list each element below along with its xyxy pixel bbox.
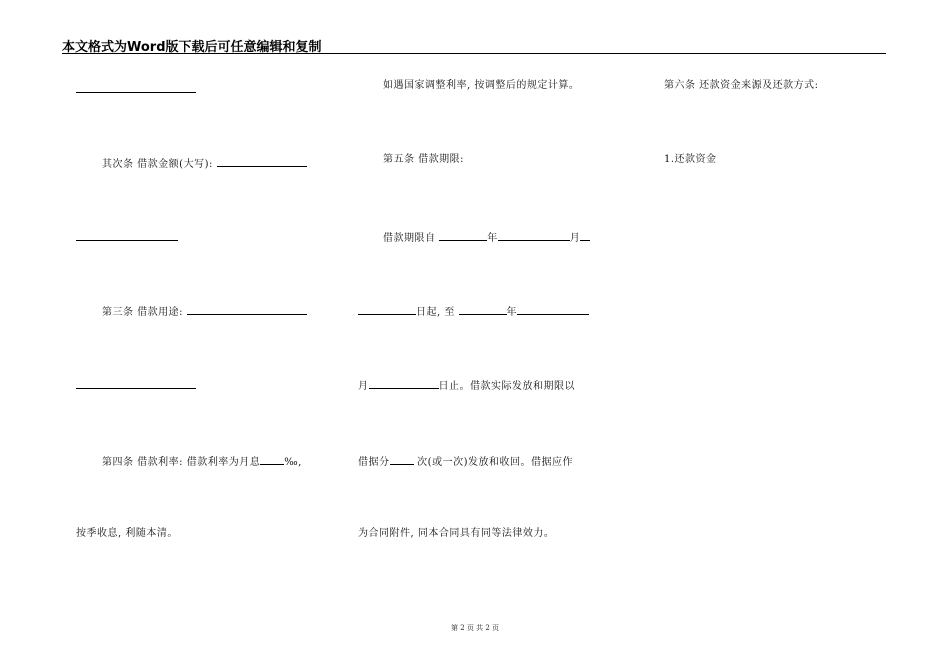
article-2-label: 其次条 借款金额(大写): — [102, 159, 217, 170]
year-label: 年 — [487, 233, 498, 244]
fill-blank — [76, 82, 196, 93]
term-start-line — [383, 230, 590, 245]
day-to-label: 日止。借款实际发放和期限以 — [438, 381, 575, 392]
repayment-item-1 — [664, 154, 717, 166]
end-month-label: 月 — [358, 381, 369, 392]
interest-text: 按季收息, 利随本清。 — [76, 528, 178, 539]
day-from-label: 日起, 至 — [416, 307, 459, 318]
header-title: 本文格式为Word版下载后可任意编辑和复制 — [62, 40, 322, 55]
article-3-purpose — [102, 304, 307, 319]
rate-unit: ‰, — [284, 457, 302, 468]
receipt-pre: 借据分 — [358, 457, 390, 468]
page-header — [62, 36, 886, 54]
end-day-blank — [369, 378, 439, 389]
col1-blank-line-2 — [76, 230, 178, 245]
article-6-label: 第六条 还款资金来源及还款方式: — [664, 80, 819, 91]
term-end-line — [358, 304, 589, 319]
receipt-post: 次(或一次)发放和收回。借据应作 — [413, 457, 573, 468]
rate-adjust-text: 如遇国家调整利率, 按调整后的规定计算。 — [383, 80, 580, 91]
header-divider — [62, 53, 886, 54]
repayment-item-1-text: 1.还款资金 — [664, 154, 717, 165]
year-blank — [439, 230, 487, 241]
fill-blank — [76, 378, 196, 389]
receipt-line — [358, 454, 573, 469]
col1-blank-line-1 — [76, 82, 196, 97]
amount-blank — [217, 156, 307, 167]
month-blank — [498, 230, 570, 241]
receipt-count-blank — [390, 454, 414, 465]
page-footer — [0, 623, 950, 633]
article-4-label: 第四条 借款利率: 借款利率为月息 — [102, 457, 261, 468]
rate-adjust-clause — [383, 80, 579, 92]
fill-blank — [76, 230, 178, 241]
day-blank — [580, 230, 590, 241]
article-2-amount — [102, 156, 307, 171]
term-from-label: 借款期限自 — [383, 233, 440, 244]
end-year-label: 年 — [506, 307, 518, 318]
term-month-line — [358, 378, 575, 393]
article-3-label: 第三条 借款用途: — [102, 307, 187, 318]
page-number: 第 2 页 共 2 页 — [450, 624, 500, 632]
day-blank — [358, 304, 416, 315]
article-4-rate — [102, 454, 302, 469]
rate-blank — [260, 454, 284, 465]
end-year-blank — [459, 304, 507, 315]
receipt-continuation — [358, 528, 554, 540]
end-month-blank — [517, 304, 589, 315]
month-label: 月 — [569, 233, 581, 244]
article-5-title — [383, 154, 464, 166]
col1-blank-line-3 — [76, 378, 196, 393]
article-5-label: 第五条 借款期限: — [383, 154, 465, 165]
article-4-continuation — [76, 528, 178, 540]
receipt-cont-text: 为合同附件, 同本合同具有同等法律效力。 — [358, 528, 555, 539]
article-6-title — [664, 80, 819, 92]
purpose-blank — [187, 304, 307, 315]
